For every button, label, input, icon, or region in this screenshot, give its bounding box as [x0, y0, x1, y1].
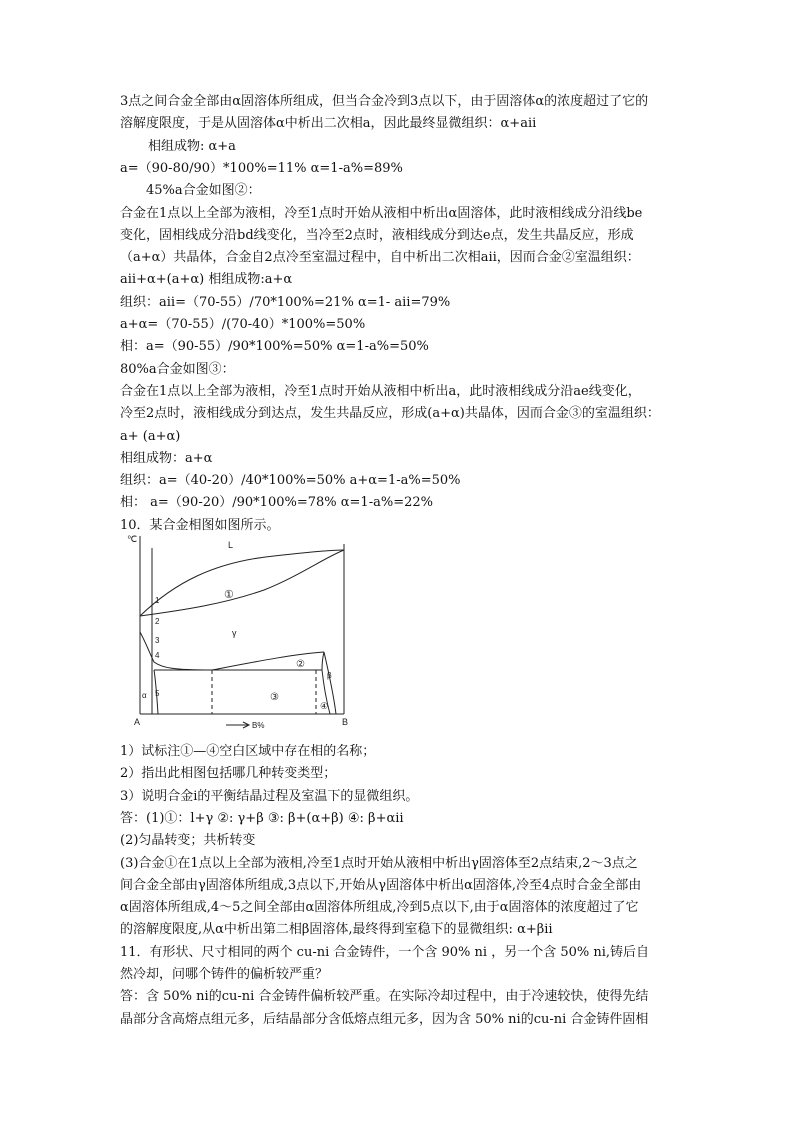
- text-line: (3)合金①在1点以上全部为液相,冷至1点时开始从液相中析出γ固溶体至2点结束,2～3点之: [120, 855, 638, 871]
- corner-label-a: A: [134, 717, 141, 727]
- corner-label-b: B: [342, 717, 349, 727]
- gamma-beta-boundary: [212, 652, 324, 670]
- text-line: α固溶体所组成,4～5之间全部由α固溶体所组成,冷到5点以下,由于α固溶体的浓度超过了它: [120, 900, 639, 916]
- text-line: 间合金全部由γ固溶体所组成,3点以下,开始从γ固溶体中析出α固溶体,冷至4点时合金全部由: [120, 877, 642, 893]
- text-line: 2）指出此相图包括哪几种转变类型；: [120, 766, 337, 782]
- text-line: 溶解度限度，于是从固溶体α中析出二次相a，因此最终显微组织：α+aⅱ: [120, 116, 537, 132]
- text-line: a+α=（70-55）/(70-40）*100%=50%: [120, 317, 366, 332]
- alpha-label: α: [142, 691, 147, 700]
- text-line: （a+α）共晶体，合金自2点冷至室温过程中，自中析出二次相aⅱ，因而合金②室温组织：: [120, 250, 640, 266]
- point-label-4: 4: [155, 651, 160, 660]
- phase-diagram: [124, 528, 356, 732]
- text-line: 组织：aⅱ=（70-55）/70*100%=21% α=1- aⅱ=79%: [120, 294, 451, 310]
- text-line: 的溶解度限度,从α中析出第二相β固溶体,最终得到室稳下的显微组织: α+βⅱ: [120, 922, 553, 938]
- point-label-2: 2: [155, 617, 160, 626]
- composition-label: B%: [252, 721, 265, 730]
- text-line: 80%a合金如图③：: [120, 361, 235, 377]
- liquid-label: L: [228, 540, 234, 550]
- text-line: 答：(1)①：l+γ ②: γ+β ③: β+(α+β) ④: β+αⅱ: [120, 810, 404, 826]
- text-line: 冷至2点时，液相线成分到达点，发生共晶反应，形成(a+α)共晶体，因而合金③的室温组织：: [120, 406, 660, 422]
- text-line: 相：a=（90-55）/90*100%=50% α=1-a%=50%: [120, 339, 429, 355]
- gamma-label: γ: [232, 628, 237, 638]
- beta-label: β: [327, 671, 332, 680]
- text-line: 相组成物：a+α: [120, 450, 213, 466]
- text-line: 合金在1点以上全部为液相，冷至1点时开始从液相中析出α固溶体，此时液相线成分沿线be: [120, 205, 643, 221]
- text-line: 10．某合金相图如图所示。: [120, 517, 280, 533]
- text-line: a+ (a+α): [120, 428, 181, 444]
- region-label-2: ②: [296, 659, 305, 670]
- gamma-alpha-boundary: [140, 632, 212, 670]
- text-line: 3点之间合金全部由α固溶体所组成，但当合金冷到3点以下，由于固溶体α的浓度超过了它的: [120, 94, 649, 109]
- region-label-3: ③: [270, 692, 279, 703]
- solidus-line: [140, 550, 344, 616]
- text-line: 合金在1点以上全部为液相，冷至1点时开始从液相中析出a，此时液相线成分沿ae线变化，: [120, 383, 641, 399]
- text-line: 45%a合金如图②：: [146, 183, 261, 199]
- region-label-4: ④: [320, 701, 329, 711]
- point-label-1: 1: [155, 596, 160, 605]
- text-line: 答：含 50% ni的cu-ni 合金铸件偏析较严重。在实际冷却过程中，由于冷速较快，使得先结: [120, 989, 649, 1005]
- axis-unit-label: ℃: [127, 534, 138, 544]
- region-label-1: ①: [224, 589, 234, 601]
- text-line: 晶部分含高熔点组元多，后结晶部分含低熔点组元多，因为含 50% ni的cu-ni 合金铸件固相: [120, 1011, 649, 1027]
- text-line: 相： a=（90-20）/90*100%=78% α=1-a%=22%: [120, 495, 433, 511]
- text-line: 1）试标注①—④空白区域中存在相的名称；: [120, 744, 376, 759]
- text-line: 相组成物: α+a: [148, 138, 236, 154]
- text-line: aⅱ+α+(a+α) 相组成物:a+α: [120, 272, 293, 288]
- point-label-5: 5: [155, 689, 160, 698]
- liquidus-line: [140, 550, 344, 616]
- point-label-3: 3: [155, 636, 160, 645]
- text-line: a=（90-80/90）*100%=11% α=1-a%=89%: [120, 160, 403, 176]
- text-line: 然冷却，问哪个铸件的偏析较严重？: [120, 967, 329, 982]
- text-line: 3）说明合金ⅰ的平衡结晶过程及室温下的显微组织。: [120, 788, 419, 804]
- text-line: 11．有形状、尺寸相同的两个 cu-ni 合金铸件，一个含 90% ni ，另一个含 50% ni,铸后自: [120, 944, 650, 960]
- text-line: 组织：a=（40-20）/40*100%=50% a+α=1-a%=50%: [120, 473, 461, 489]
- text-line: 变化，固相线成分沿bd线变化，当冷至2点时，液相线成分到达e点，发生共晶反应，形成: [120, 227, 634, 243]
- text-line: (2)匀晶转变；共析转变: [120, 833, 256, 849]
